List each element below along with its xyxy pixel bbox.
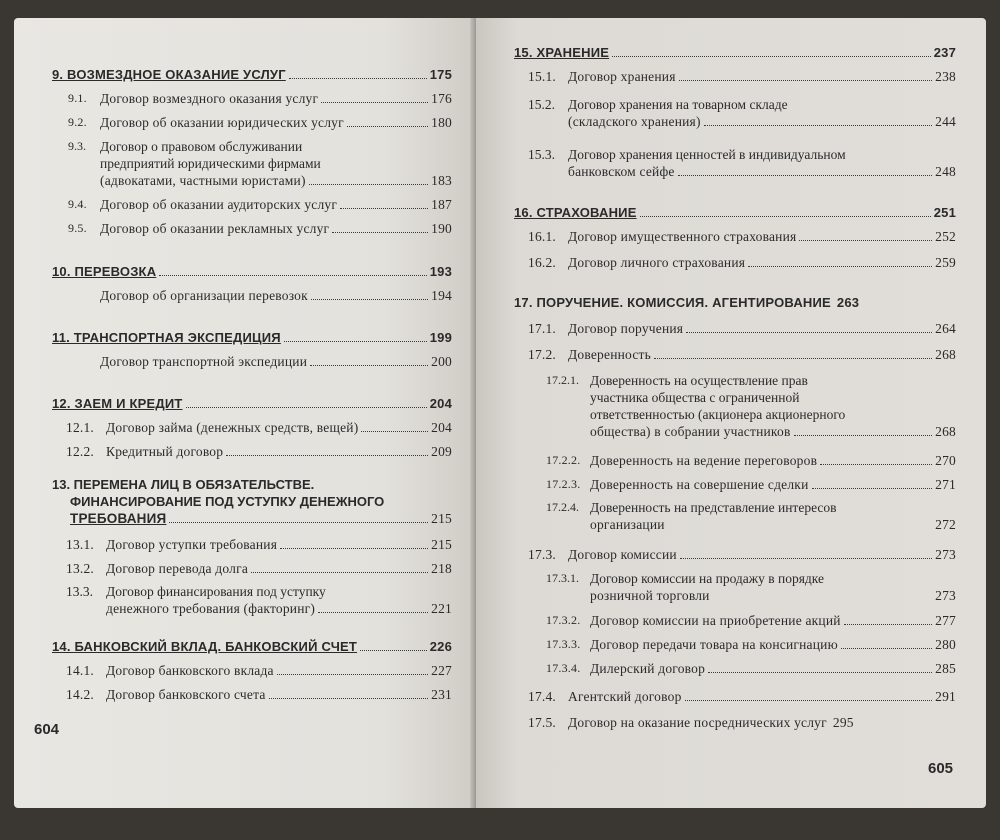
dot-leader [159, 275, 426, 276]
page-ref: 194 [431, 288, 452, 303]
toc-entry-17-5 [528, 714, 956, 731]
toc-entry-9-2 [68, 114, 452, 131]
dot-leader [186, 407, 427, 408]
entry-number: 17.5. [528, 715, 556, 730]
dot-leader [277, 674, 428, 675]
entry-title-line: банковском сейфе [568, 164, 675, 179]
entry-number: 13.1. [66, 537, 94, 552]
page-ref: 226 [429, 639, 452, 654]
dot-leader [310, 365, 428, 366]
page-ref: 280 [935, 637, 956, 652]
entry-number: 17.3.3. [546, 637, 581, 651]
dot-leader [332, 232, 428, 233]
entry-title: Договор передачи товара на консигнацию [590, 637, 838, 652]
page-ref: 295 [832, 715, 854, 730]
entry-title-line: ответственностью (акционера акционерного [590, 407, 846, 422]
toc-entry-10 [100, 287, 452, 304]
toc-entry-17-2-4 [546, 499, 956, 533]
entry-number: 9.1. [68, 91, 87, 105]
toc-entry-16-2 [528, 254, 956, 271]
entry-title: Договор об организации перевозок [100, 288, 308, 303]
page-ref: 215 [431, 511, 452, 526]
dot-leader [318, 612, 428, 613]
toc-section-16 [514, 204, 956, 221]
entry-title: Кредитный договор [106, 444, 224, 459]
entry-title-line: Договор о правовом обслуживании [100, 139, 303, 154]
entry-title: Договор банковского счета [106, 687, 266, 702]
dot-leader [347, 126, 428, 127]
entry-title: Договор личного страхования [568, 255, 746, 270]
toc-entry-13-3 [66, 583, 452, 617]
page-ref: 190 [431, 221, 452, 236]
toc-entry-17-3-2 [546, 612, 956, 629]
dot-leader [289, 78, 427, 79]
dot-leader [708, 672, 932, 673]
dot-leader [812, 488, 933, 489]
entry-number: 17.4. [528, 689, 556, 704]
page-ref: 271 [935, 477, 956, 492]
dot-leader [685, 700, 933, 701]
page-ref: 244 [935, 114, 956, 129]
entry-title: Договор хранения [568, 69, 676, 84]
entry-title-line: (адвокатами, частными юристами) [100, 173, 306, 188]
toc-entry-13-2 [66, 560, 452, 577]
entry-number: 12.1. [66, 420, 94, 435]
page-ref: 176 [431, 91, 452, 106]
dot-leader [686, 332, 932, 333]
toc-entry-9-5 [68, 220, 452, 237]
entry-title-line: розничной торговли [590, 588, 710, 603]
entry-title: Договор об оказании юридических услуг [100, 115, 344, 130]
toc-entry-15-2 [528, 96, 956, 130]
entry-number: 14.1. [66, 663, 94, 678]
page-ref: 252 [935, 229, 956, 244]
toc-entry-14-2 [66, 686, 452, 703]
toc-entry-17-2-1 [546, 372, 956, 440]
page-ref: 215 [431, 537, 452, 552]
toc-section-13 [52, 476, 452, 527]
dot-leader [654, 358, 932, 359]
page-ref: 270 [935, 453, 956, 468]
section-title: 15. ХРАНЕНИЕ [514, 45, 610, 60]
page-ref: 180 [431, 115, 452, 130]
entry-number: 17.3.2. [546, 613, 581, 627]
entry-number: 13.3. [66, 584, 93, 599]
entry-title: Договор на оказание посреднических услуг [568, 715, 827, 730]
toc-entry-12-2 [66, 443, 452, 460]
entry-title-line: Договор хранения на товарном складе [568, 97, 788, 112]
entry-title: Договор поручения [568, 321, 684, 336]
dot-leader [169, 522, 428, 523]
entry-title-line: Доверенность на представление интересов [590, 500, 837, 515]
toc-entry-15-3 [528, 146, 956, 180]
entry-title-line: денежного требования (факторинг) [106, 601, 316, 616]
entry-title-line: организации [590, 517, 665, 532]
page-ref: 204 [429, 396, 452, 411]
entry-number: 15.2. [528, 97, 555, 112]
entry-number: 17.2.1. [546, 373, 579, 387]
dot-leader [360, 650, 427, 651]
toc-section-11 [52, 329, 452, 346]
entry-title: Договор займа (денежных средств, вещей) [106, 420, 359, 435]
left-page [14, 18, 476, 808]
entry-number: 17.2. [528, 347, 556, 362]
toc-entry-12-1 [66, 419, 452, 436]
entry-number: 16.1. [528, 229, 556, 244]
toc-entry-17-3-3 [546, 636, 956, 653]
toc-entry-9-1 [68, 90, 452, 107]
entry-number: 17.2.2. [546, 453, 581, 467]
dot-leader [844, 624, 932, 625]
toc-entry-17-2 [528, 346, 956, 363]
toc-entry-17-3-1 [546, 570, 956, 604]
section-title: 10. ПЕРЕВОЗКА [52, 264, 157, 279]
entry-number: 9.4. [68, 197, 87, 211]
toc-entry-17-2-3 [546, 476, 956, 493]
section-title-line: 13. ПЕРЕМЕНА ЛИЦ В ОБЯЗАТЕЛЬСТВЕ. [52, 477, 315, 492]
page-ref: 204 [431, 420, 452, 435]
entry-title: Договор имущественного страхования [568, 229, 797, 244]
toc-entry-9-3 [68, 138, 452, 189]
dot-leader [640, 216, 931, 217]
entry-number: 9.5. [68, 221, 87, 235]
dot-leader [321, 102, 428, 103]
entry-title-line: Договор хранения ценностей в индивидуальном [568, 147, 846, 162]
toc-entry-13-1 [66, 536, 452, 553]
page-ref: 238 [935, 69, 956, 84]
entry-title-line: Доверенность на осуществление прав [590, 373, 808, 388]
page-ref: 272 [935, 517, 956, 532]
toc-entry-16-1 [528, 228, 956, 245]
entry-number: 17.3.4. [546, 661, 581, 675]
entry-title-line: Договор комиссии на продажу в порядке [590, 571, 825, 586]
page-ref: 183 [431, 173, 452, 188]
dot-leader [612, 56, 931, 57]
page-ref: 199 [429, 330, 452, 345]
dot-leader [678, 175, 933, 176]
dot-leader [251, 572, 428, 573]
page-ref: 273 [935, 547, 956, 562]
entry-number: 12.2. [66, 444, 94, 459]
dot-leader [680, 558, 932, 559]
page-ref: 264 [935, 321, 956, 336]
entry-title: Договор об оказании аудиторских услуг [100, 197, 338, 212]
page-ref: 273 [935, 588, 956, 603]
page-number: 604 [34, 721, 60, 738]
toc-entry-17-2-2 [546, 452, 956, 469]
dot-leader [361, 431, 428, 432]
entry-title: Агентский договор [568, 689, 682, 704]
dot-leader [794, 435, 933, 436]
entry-title-line: общества) в собрании участников [590, 424, 791, 439]
entry-number: 9.2. [68, 115, 87, 129]
toc-section-10 [52, 263, 452, 280]
dot-leader [309, 184, 428, 185]
dot-leader [280, 548, 428, 549]
entry-title: Доверенность на ведение переговоров [590, 453, 818, 468]
dot-leader [704, 125, 932, 126]
toc-entry-17-1 [528, 320, 956, 337]
page-ref: 193 [429, 264, 452, 279]
toc-section-14 [52, 638, 452, 655]
toc-entry-17-3 [528, 546, 956, 563]
dot-leader [340, 208, 428, 209]
page-ref: 175 [429, 67, 452, 82]
entry-title: Договор об оказании рекламных услуг [100, 221, 330, 236]
entry-title: Договор перевода долга [106, 561, 249, 576]
section-title-line: ФИНАНСИРОВАНИЕ ПОД УСТУПКУ ДЕНЕЖНОГО [70, 494, 385, 509]
page-ref: 200 [431, 354, 452, 369]
dot-leader [748, 266, 932, 267]
entry-title: Договор банковского вклада [106, 663, 274, 678]
entry-title: Доверенность [568, 347, 651, 362]
entry-title-line: Договор финансирования под уступку [106, 584, 326, 599]
entry-number: 15.1. [528, 69, 556, 84]
dot-leader [226, 455, 428, 456]
toc-entry-15-1 [528, 68, 956, 85]
page-ref: 221 [431, 601, 452, 616]
entry-title: Доверенность на совершение сделки [590, 477, 809, 492]
entry-number: 16.2. [528, 255, 556, 270]
toc-section-12 [52, 395, 452, 412]
toc-section-17 [514, 294, 956, 311]
page-ref: 209 [431, 444, 452, 459]
page-ref: 268 [935, 424, 956, 439]
section-title: 16. СТРАХОВАНИЕ [514, 205, 637, 220]
page-ref: 259 [935, 255, 956, 270]
section-title: 14. БАНКОВСКИЙ ВКЛАД. БАНКОВСКИЙ СЧЕТ [52, 639, 358, 654]
entry-number: 17.3. [528, 547, 556, 562]
entry-number: 13.2. [66, 561, 94, 576]
page-ref: 268 [935, 347, 956, 362]
dot-leader [799, 240, 932, 241]
entry-title: Договор возмездного оказания услуг [100, 91, 319, 106]
page-ref: 237 [933, 45, 956, 60]
toc-entry-14-1 [66, 662, 452, 679]
page-ref: 291 [935, 689, 956, 704]
page-ref: 285 [935, 661, 956, 676]
entry-title-line: (складского хранения) [568, 114, 701, 129]
page-ref: 263 [836, 295, 860, 310]
entry-title: Договор уступки требования [106, 537, 278, 552]
entry-number: 17.2.4. [546, 500, 579, 514]
toc-entry-17-4 [528, 688, 956, 705]
dot-leader [269, 698, 429, 699]
entry-number: 17.3.1. [546, 571, 579, 585]
section-title: 11. ТРАНСПОРТНАЯ ЭКСПЕДИЦИЯ [52, 330, 281, 345]
page-ref: 227 [431, 663, 452, 678]
section-title: 9. ВОЗМЕЗДНОЕ ОКАЗАНИЕ УСЛУГ [52, 67, 286, 82]
entry-title-line: участника общества с ограниченной [590, 390, 800, 405]
entry-number: 14.2. [66, 687, 94, 702]
page-ref: 251 [933, 205, 956, 220]
right-page [476, 18, 986, 808]
page-number: 605 [928, 760, 954, 777]
page-ref: 187 [431, 197, 452, 212]
page-ref: 248 [935, 164, 956, 179]
dot-leader [284, 341, 427, 342]
section-title-line: ТРЕБОВАНИЯ [70, 511, 167, 526]
entry-title: Договор комиссии на приобретение акций [590, 613, 841, 628]
entry-title: Договор комиссии [568, 547, 677, 562]
entry-number: 15.3. [528, 147, 555, 162]
dot-leader [311, 299, 428, 300]
page-ref: 231 [431, 687, 452, 702]
page-ref: 218 [431, 561, 452, 576]
toc-entry-9-4 [68, 196, 452, 213]
entry-number: 17.1. [528, 321, 556, 336]
entry-title: Договор транспортной экспедиции [100, 354, 308, 369]
toc-section-9 [52, 66, 452, 83]
section-title: 17. ПОРУЧЕНИЕ. КОМИССИЯ. АГЕНТИРОВАНИЕ [514, 295, 831, 310]
entry-number: 9.3. [68, 139, 86, 153]
toc-entry-11 [100, 353, 452, 370]
entry-title-line: предприятий юридическими фирмами [100, 156, 321, 171]
dot-leader [841, 648, 932, 649]
entry-title: Дилерский договор [590, 661, 706, 676]
section-title: 12. ЗАЕМ И КРЕДИТ [52, 396, 183, 411]
entry-number: 17.2.3. [546, 477, 581, 491]
dot-leader [820, 464, 932, 465]
toc-section-15 [514, 44, 956, 61]
toc-entry-17-3-4 [546, 660, 956, 677]
page-ref: 277 [935, 613, 956, 628]
dot-leader [679, 80, 933, 81]
